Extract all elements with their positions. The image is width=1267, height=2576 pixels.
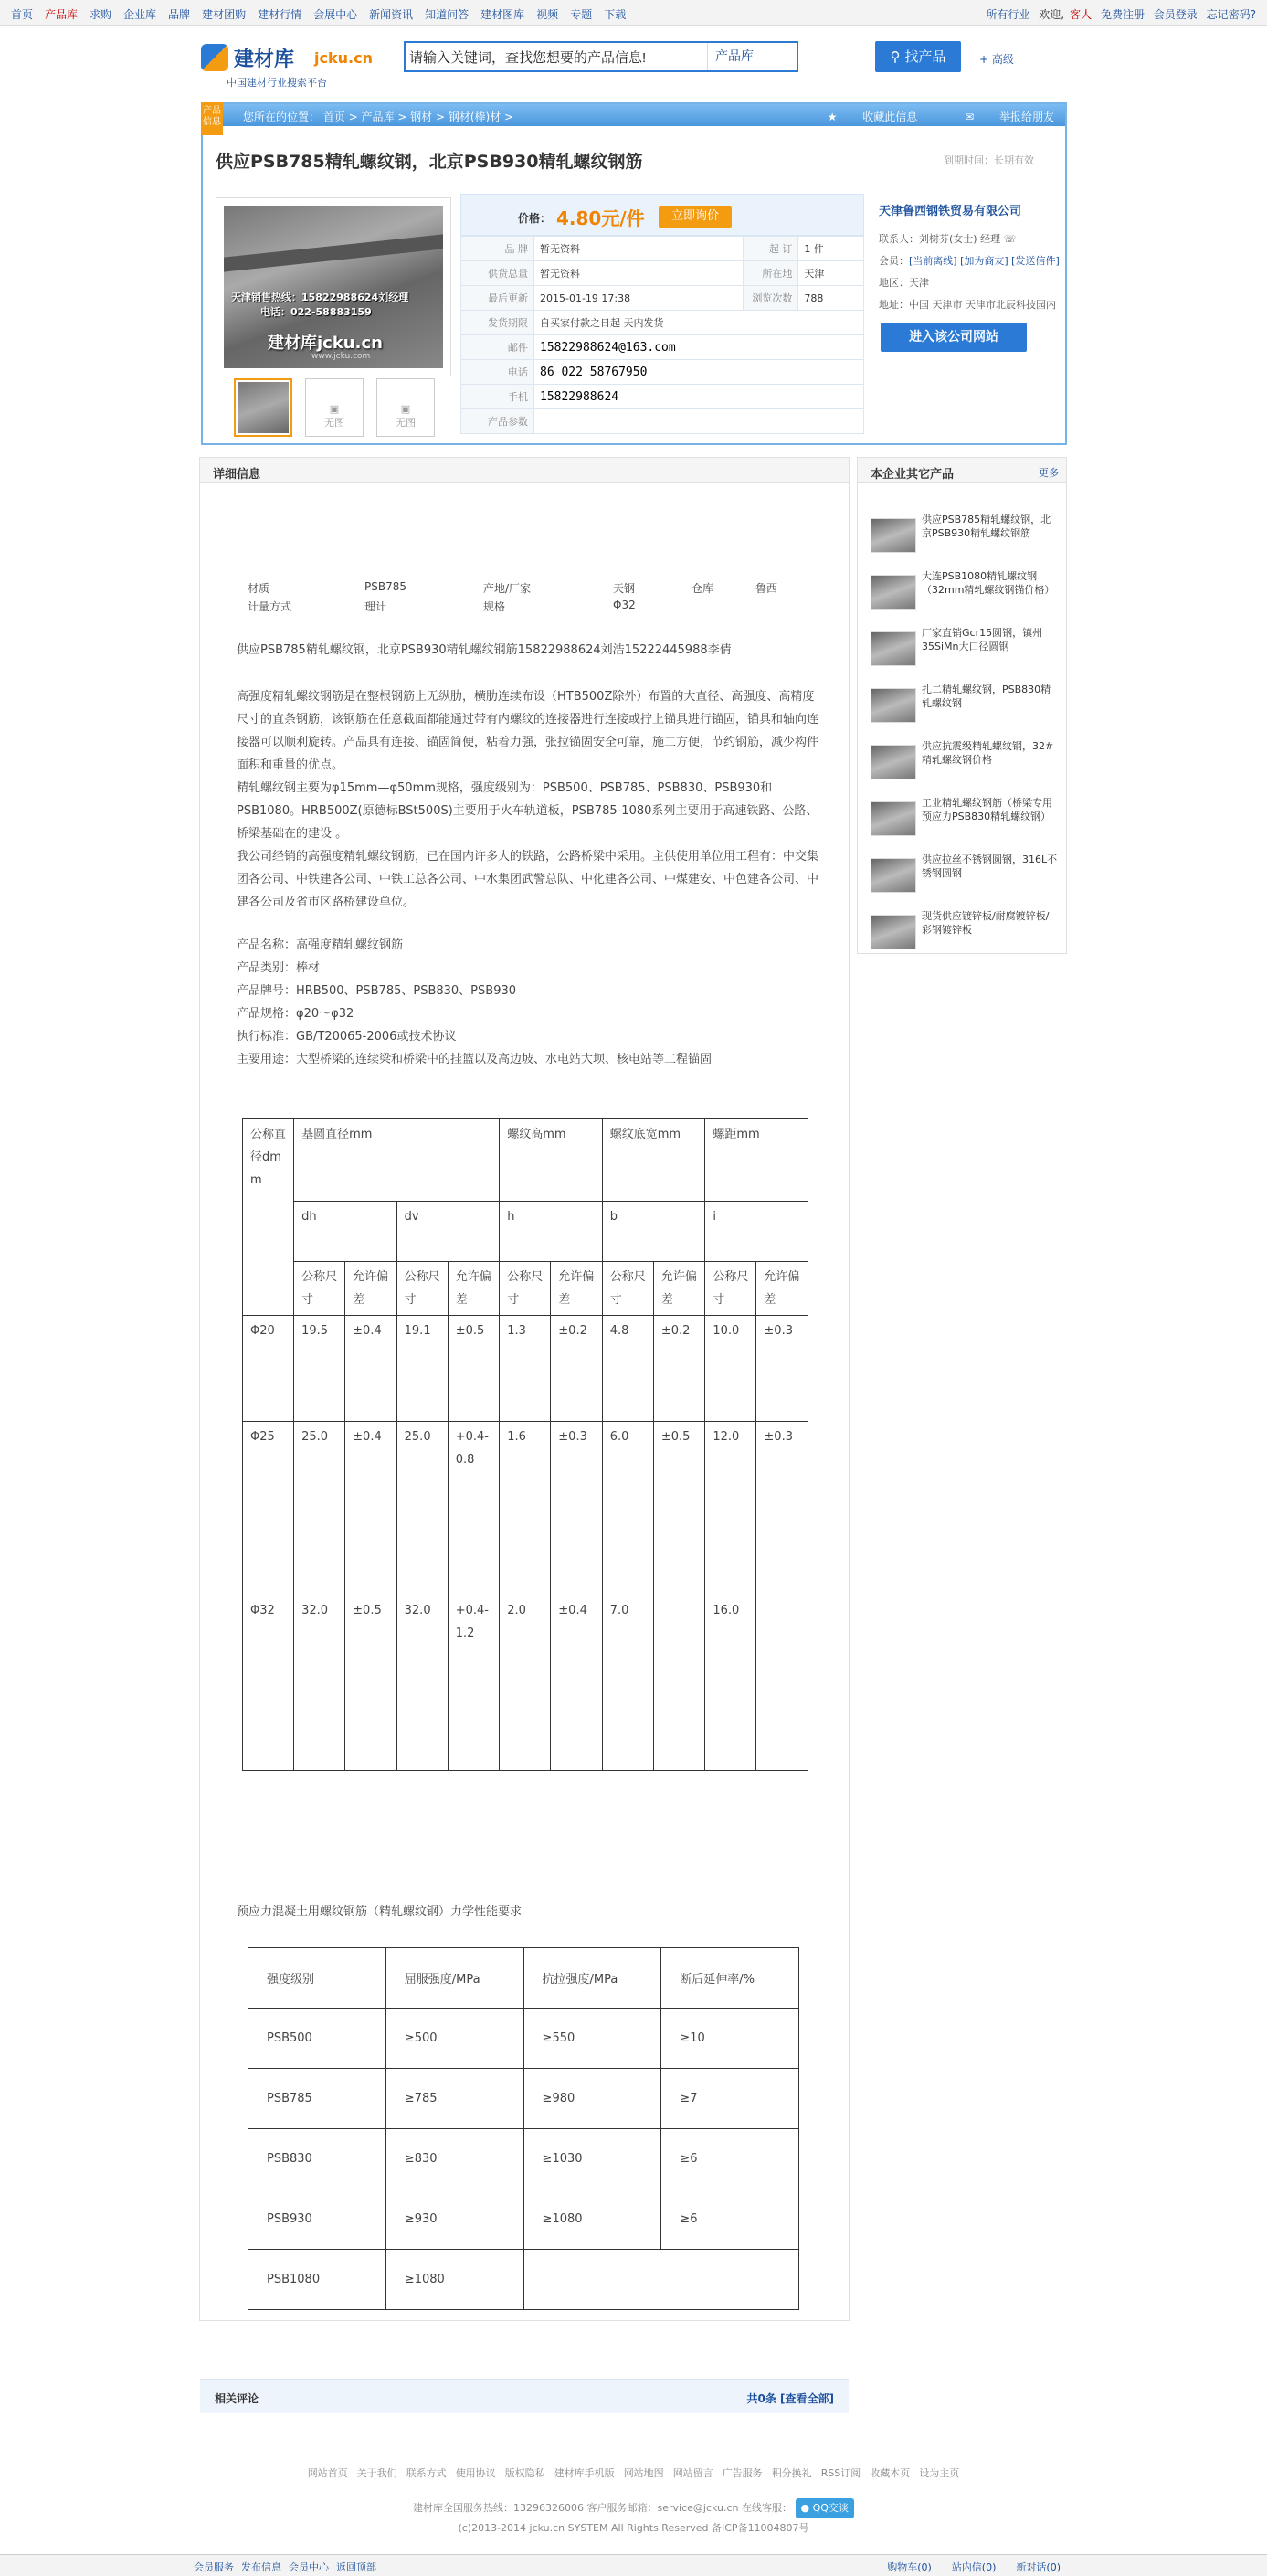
top-nav-item[interactable]: 会展中心 bbox=[313, 8, 358, 21]
share-link[interactable]: ✉ 举报给朋友 bbox=[965, 111, 1054, 123]
sidebar-more-link[interactable]: 更多 bbox=[1039, 467, 1059, 479]
bottom-bar-link[interactable]: 发布信息 bbox=[241, 2561, 281, 2573]
sidebar-product-link[interactable]: 供应PSB785精轧螺纹钢，北京PSB930精轧螺纹钢筋 bbox=[922, 514, 1051, 539]
detail-header: 详细信息 bbox=[200, 458, 849, 483]
footer-link[interactable]: 网站地图 bbox=[623, 2467, 664, 2479]
footer-link[interactable]: 网站留言 bbox=[672, 2467, 713, 2479]
thumbnail-1[interactable] bbox=[234, 378, 292, 437]
detail-section: 详细信息 材质 PSB785 产地/厂家 天钢 仓库 鲁西 计量方式 理计 规格 Φ32 供应PSB785精轧螺纹钢，北京PSB930精轧螺纹钢筋15822988624刘浩15222445988李倩 高强度精轧螺纹钢筋是在整根钢筋上无纵肋，横肋连续布设（HTB500Z除外）布置的大直径、高强度、高精度尺寸的直条钢筋，该钢筋在任意截面都能通过带有内螺纹的连接器进行连接或拧上锚具进行锚固，锚具和轴向连接器可以顺利旋转。产品具有连接、锚固简便，粘着力强，张拉锚固安全可靠，施工方便，节约钢筋，减少构件面积和重量的优点。 精轧螺纹钢主要为φ15mm—φ50mm规格，强度级别为：PSB500、PSB785、PSB830、PSB930和PSB1080。HRB500Z(原德标BSt500S)主要用于火车轨道板，PSB785-1080系列主要用于高速铁路、公路、桥梁基础在的建设 。 我公司经销的高强度精轧螺纹钢筋，已在国内许多大的铁路，公路桥梁中采用。主供使用单位用工程有：中交集团各公司、中铁建各公司、中铁工总各公司、中水集团武警总队、中化建各公司、中煤建安、中色建各公司、中建各公司及省市区路桥建设单位。 产品名称：高强度精轧螺纹钢筋 产品类别：棒材 产品牌号：HRB500、PSB785、PSB830、PSB930 产品规格：φ20～φ32 执行标准：GB/T20065-2006或技术协议 主要用途：大型桥梁的连续梁和桥梁中的挂篮以及高边坡、水电站大坝、核电站等工程锚固 公称直径dmm 基圆直径mm 螺纹高mm 螺纹底宽mm 螺距mm dh dv h b i 公称尺寸 允许偏差 公称尺寸 允许偏差 公称尺寸 允许偏差 公称尺寸 允许偏差 公称尺寸 允许偏差 Φ20 19.5 ±0.4 19.1 ±0.5 1.3 ±0.2 4.8 ±0.2 10.0 ±0.3 Φ25 25.0 ±0.4 25.0 +0.4-0.8 1.6 ±0.3 6.0 ±0.5 12.0 ±0.3 Φ32 32.0 ±0.5 32.0 +0.4-1.2 2.0 ±0.4 7.0 16.0 预应力混凝土用螺纹钢筋（精轧螺纹钢）力学性能要求 强度级别 屈服强度/MPa 抗拉强度/MPa 断后延伸率/% PSB500 ≥500 ≥550 ≥10 PSB785 ≥785 ≥980 ≥7 PSB830 ≥830 ≥1030 ≥6 PSB930 ≥930 ≥1080 ≥6 PSB1080 ≥1080 相关评论 共0条 [查看全部] bbox=[199, 457, 850, 2321]
product-category-line: 产品类别：棒材 bbox=[237, 961, 321, 975]
thumbnail-strip bbox=[234, 378, 453, 440]
address-row: 地址：中国 天津市 天津市北辰科技园内 bbox=[879, 299, 1056, 311]
footer-link[interactable]: 建材库手机版 bbox=[554, 2467, 615, 2479]
sidebar-product-link[interactable]: 供应抗震级精轧螺纹钢，32#精轧螺纹钢价格 bbox=[922, 740, 1054, 766]
top-nav-item[interactable]: 品牌 bbox=[168, 8, 191, 21]
sidebar-product-item[interactable] bbox=[871, 513, 1062, 558]
all-industries-link[interactable]: 所有行业 bbox=[986, 8, 1030, 21]
sidebar-product-thumbnail[interactable] bbox=[871, 915, 916, 949]
logo-name: 建材库 bbox=[234, 48, 295, 71]
mechanical-table-caption: 预应力混凝土用螺纹钢筋（精轧螺纹钢）力学性能要求 bbox=[237, 1905, 523, 1919]
sidebar-product-link[interactable]: 供应拉丝不锈钢圆钢，316L不锈钢圆钢 bbox=[922, 853, 1058, 879]
bottom-toolbar bbox=[0, 2554, 1267, 2576]
welcome-text: 欢迎, bbox=[1039, 8, 1065, 21]
top-nav-item[interactable]: 产品库 bbox=[45, 8, 79, 21]
area-row: 地区：天津 bbox=[879, 277, 929, 289]
panel-tools bbox=[784, 109, 1054, 124]
top-nav-item[interactable]: 求购 bbox=[90, 8, 112, 21]
footer-link[interactable]: 设为主页 bbox=[919, 2467, 960, 2479]
image-watermark-url: www.jcku.com bbox=[311, 352, 371, 361]
sidebar-header: 本企业其它产品 更多 bbox=[858, 458, 1066, 483]
company-name[interactable]: 天津鲁西钢铁贸易有限公司 bbox=[879, 205, 1022, 218]
sidebar-product-thumbnail[interactable] bbox=[871, 858, 916, 893]
product-panel bbox=[201, 102, 1067, 445]
phone-value: 86 022 58767950 bbox=[534, 360, 864, 385]
footer-link[interactable]: 收藏本页 bbox=[870, 2467, 911, 2479]
review-bar bbox=[200, 2379, 849, 2413]
product-title: 供应PSB785精轧螺纹钢，北京PSB930精轧螺纹钢筋 bbox=[216, 152, 643, 172]
bottom-bar-counter[interactable]: 新对话(0) bbox=[1016, 2561, 1061, 2573]
search-button-label: 找产品 bbox=[904, 48, 946, 65]
price-label: 价格： bbox=[518, 212, 552, 225]
product-info bbox=[460, 194, 864, 440]
register-link[interactable]: 免费注册 bbox=[1100, 8, 1145, 21]
footer-link[interactable]: 网站首页 bbox=[307, 2467, 348, 2479]
top-nav-item[interactable]: 新闻资讯 bbox=[369, 8, 414, 21]
top-nav-item[interactable]: 下载 bbox=[604, 8, 627, 21]
top-nav-item[interactable]: 建材图库 bbox=[480, 8, 525, 21]
product-grade-line: 产品牌号：HRB500、PSB785、PSB830、PSB930 bbox=[237, 984, 517, 998]
paragraph-2: 精轧螺纹钢主要为φ15mm—φ50mm规格，强度级别为：PSB500、PSB785、PSB830、PSB930和PSB1080。HRB500Z(原德标BSt500S)主要用于火车轨道板，PSB785-1080系列主要用于高速铁路、公路、桥梁基础在的建设 。 bbox=[237, 781, 818, 841]
attribute-table: 品 牌 暂无资料 起 订 1 件 供货总量 暂无资料 所在地 天津 最后更新 2015-01-19 17:38 浏览次数 788 发货期限 自买家付款之日起 天内发货 邮件 15822988624@163.com 电话 86 022 58767950 手机 15822988624 产品参数 bbox=[460, 236, 864, 434]
logo-subtitle: 中国建材行业搜索平台 bbox=[227, 77, 327, 89]
product-info-tag: 产品信息 bbox=[201, 102, 223, 135]
other-products-sidebar bbox=[857, 457, 1067, 954]
footer-link[interactable]: 广告服务 bbox=[722, 2467, 763, 2479]
guest-text: 客人 bbox=[1070, 8, 1093, 21]
sidebar-product-thumbnail[interactable] bbox=[871, 631, 916, 666]
bottom-bar-counter[interactable]: 站内信(0) bbox=[951, 2561, 997, 2573]
sidebar-product-thumbnail[interactable] bbox=[871, 745, 916, 779]
search-category-select[interactable]: 产品库 bbox=[707, 43, 780, 70]
share-icon: ✉ bbox=[965, 111, 977, 123]
sidebar-product-link[interactable]: 大连PSB1080精轧螺纹钢（32mm精轧螺纹钢锚价格） bbox=[922, 570, 1055, 596]
top-nav-item[interactable]: 知道问答 bbox=[425, 8, 470, 21]
footer-link[interactable]: 联系方式 bbox=[406, 2467, 447, 2479]
top-bar bbox=[0, 0, 1267, 26]
sidebar-product-item[interactable] bbox=[871, 626, 1062, 672]
logo-domain: jcku.cn bbox=[314, 49, 373, 67]
footer-link[interactable]: 使用协议 bbox=[455, 2467, 496, 2479]
footer-hotline: 建材库全国服务热线：13296326006 客户服务邮箱：service@jcku.cn 在线客服： bbox=[413, 2502, 793, 2514]
search-button[interactable] bbox=[875, 41, 961, 72]
inquiry-button[interactable]: 立即询价 bbox=[659, 206, 732, 228]
bottom-bar-link[interactable]: 会员服务 bbox=[194, 2561, 234, 2573]
search-icon: ⚲ bbox=[890, 48, 905, 65]
thumbnail-3[interactable]: ▣ 无图 bbox=[376, 378, 435, 437]
paragraph-1: 高强度精轧螺纹钢筋是在整根钢筋上无纵肋，横肋连续布设（HTB500Z除外）布置的大直径、高强度、高精度尺寸的直条钢筋，该钢筋在任意截面都能通过带有内螺纹的连接器进行连接或拧上锚具进行锚固，锚具和轴向连接器可以顺利旋转。产品具有连接、锚固简便，粘着力强，张拉锚固安全可靠，施工方便，节约钢筋，减少构件面积和重量的优点。 bbox=[237, 690, 819, 772]
member-row: 会员：[当前离线] [加为商友] [发送信件] bbox=[879, 255, 1060, 267]
footer-link[interactable]: RSS订阅 bbox=[820, 2467, 861, 2479]
top-nav-item[interactable]: 企业库 bbox=[123, 8, 157, 21]
price-bar bbox=[460, 194, 864, 236]
chat-icon[interactable]: ☏ bbox=[1003, 233, 1017, 245]
sidebar-product-item[interactable] bbox=[871, 853, 1062, 898]
top-nav-item[interactable]: 建材团购 bbox=[202, 8, 247, 21]
footer-link[interactable]: 积分换礼 bbox=[771, 2467, 812, 2479]
logo-icon bbox=[201, 44, 228, 71]
breadcrumb[interactable]: 您所在的位置： 首页 > 产品库 > 钢材 > 钢材(棒)材 > bbox=[243, 111, 514, 123]
contact-row: 联系人：刘树芬(女士) 经理 ☏ bbox=[879, 233, 1017, 245]
sidebar-product-link[interactable]: 现货供应镀锌板/耐腐镀锌板/彩钢镀锌板 bbox=[922, 910, 1050, 936]
member-links[interactable]: [当前离线] [加为商友] [发送信件] bbox=[909, 255, 1060, 267]
bottom-bar-link[interactable]: 会员中心 bbox=[289, 2561, 329, 2573]
dimension-table: 公称直径dmm 基圆直径mm 螺纹高mm 螺纹底宽mm 螺距mm dh dv h b i 公称尺寸 允许偏差 公称尺寸 允许偏差 公称尺寸 允许偏差 公称尺寸 允许偏差 公称尺寸 允许偏差 Φ20 19.5 ±0.4 19.1 ±0.5 1.3 ±0.2 4.8 ±0.2 10.0 ±0.3 Φ25 25.0 ±0.4 25.0 +0.4-0.8 1.6 ±0.3 6.0 ±0.5 12.0 ±0.3 Φ32 32.0 ±0.5 32.0 +0.4-1.2 2.0 ±0.4 7.0 16.0 bbox=[242, 1118, 808, 1771]
review-label: 相关评论 bbox=[215, 2392, 259, 2405]
price-value: 4.80元/件 bbox=[556, 207, 645, 229]
product-photo bbox=[224, 206, 443, 368]
sidebar-product-item[interactable] bbox=[871, 569, 1062, 615]
mobile-value: 15822988624 bbox=[534, 385, 864, 409]
sidebar-product-item[interactable] bbox=[871, 909, 1062, 955]
product-name-line: 产品名称：高强度精轧螺纹钢筋 bbox=[237, 938, 404, 952]
expiry-text: 到期时间：长期有效 bbox=[944, 154, 1034, 166]
sidebar-product-thumbnail[interactable] bbox=[871, 688, 916, 723]
footer-links bbox=[0, 2465, 1267, 2480]
enter-company-button[interactable]: 进入该公司网站 bbox=[881, 323, 1027, 352]
breadcrumb-bar bbox=[203, 104, 1065, 126]
intro-line: 供应PSB785精轧螺纹钢，北京PSB930精轧螺纹钢筋15822988624刘浩15222445988李倩 bbox=[237, 643, 732, 657]
sidebar-product-link[interactable]: 工业精轧螺纹钢筋（桥梁专用预应力PSB830精轧螺纹钢） bbox=[922, 797, 1052, 822]
view-all-reviews-link[interactable]: 共0条 [查看全部] bbox=[746, 2392, 834, 2405]
product-standard-line: 执行标准：GB/T20065-2006或技术协议 bbox=[237, 1030, 457, 1044]
bottom-bar-counter[interactable]: 购物车(0) bbox=[887, 2561, 932, 2573]
company-card bbox=[871, 194, 1063, 440]
site-logo[interactable] bbox=[201, 40, 384, 88]
login-link[interactable]: 会员登录 bbox=[1153, 8, 1198, 21]
qq-chat-button[interactable]: ● QQ交谈 bbox=[796, 2498, 854, 2518]
sidebar-product-item[interactable] bbox=[871, 796, 1062, 842]
sidebar-product-item[interactable] bbox=[871, 739, 1062, 785]
image-overlay-phone: 电话：022-58883159 bbox=[260, 306, 372, 318]
footer bbox=[0, 2465, 1267, 2539]
sidebar-product-link[interactable]: 厂家直销Gcr15圆钢，镇州35SiMn大口径圆钢 bbox=[922, 627, 1043, 652]
paragraph-3: 我公司经销的高强度精轧螺纹钢筋，已在国内许多大的铁路，公路桥梁中采用。主供使用单位用工程有：中交集团各公司、中铁建各公司、中铁工总各公司、中水集团武警总队、中化建各公司、中煤建安、中色建各公司、中建各公司及省市区路桥建设单位。 bbox=[237, 850, 819, 909]
top-nav bbox=[11, 6, 638, 22]
top-nav-item[interactable]: 首页 bbox=[11, 8, 34, 21]
footer-copyright: (c)2013-2014 jcku.cn SYSTEM All Rights Reserved 备ICP备11004807号 bbox=[458, 2522, 809, 2534]
image-overlay-hotline: 天津销售热线：15822988624刘经理 bbox=[231, 292, 409, 303]
email-value: 15822988624@163.com bbox=[534, 335, 864, 360]
sidebar-product-link[interactable]: 扎二精轧螺纹钢，PSB830精轧螺纹钢 bbox=[922, 684, 1051, 709]
mechanical-table: 强度级别 屈服强度/MPa 抗拉强度/MPa 断后延伸率/% PSB500 ≥500 ≥550 ≥10 PSB785 ≥785 ≥980 ≥7 PSB830 ≥830 ≥1030 ≥6 PSB930 ≥930 ≥1080 ≥6 PSB1080 ≥1080 bbox=[248, 1947, 799, 2310]
sidebar-product-item[interactable] bbox=[871, 683, 1062, 728]
footer-link[interactable]: 版权隐私 bbox=[504, 2467, 545, 2479]
sidebar-product-thumbnail[interactable] bbox=[871, 575, 916, 610]
advanced-search-link[interactable]: + 高级 bbox=[979, 53, 1014, 66]
qq-icon: ● bbox=[800, 2502, 813, 2514]
site-header bbox=[201, 37, 1067, 91]
top-nav-item[interactable]: 专题 bbox=[570, 8, 593, 21]
main-product-image[interactable] bbox=[216, 197, 451, 376]
top-nav-item[interactable]: 视频 bbox=[536, 8, 559, 21]
star-icon: ★ bbox=[827, 111, 841, 123]
image-icon: ▣ bbox=[329, 403, 340, 415]
sidebar-product-thumbnail[interactable] bbox=[871, 518, 916, 553]
product-use-line: 主要用途：大型桥梁的连续梁和桥梁中的挂篮以及高边坡、水电站大坝、核电站等工程锚固 bbox=[237, 1053, 713, 1066]
top-right-links bbox=[980, 6, 1256, 22]
sidebar-product-thumbnail[interactable] bbox=[871, 801, 916, 836]
bottom-bar-link[interactable]: 返回顶部 bbox=[336, 2561, 376, 2573]
search-box bbox=[404, 41, 798, 72]
forgot-password-link[interactable]: 忘记密码? bbox=[1206, 8, 1256, 21]
image-icon: ▣ bbox=[400, 403, 411, 415]
search-input[interactable] bbox=[409, 47, 683, 67]
footer-link[interactable]: 关于我们 bbox=[356, 2467, 397, 2479]
favorite-link[interactable]: ★ 收藏此信息 bbox=[827, 111, 918, 123]
product-spec-line: 产品规格：φ20～φ32 bbox=[237, 1007, 354, 1021]
top-nav-item[interactable]: 建材行情 bbox=[258, 8, 302, 21]
image-watermark: 建材库jcku.cn bbox=[268, 334, 383, 353]
detail-text bbox=[237, 639, 821, 1071]
thumbnail-2[interactable]: ▣ 无图 bbox=[305, 378, 364, 437]
